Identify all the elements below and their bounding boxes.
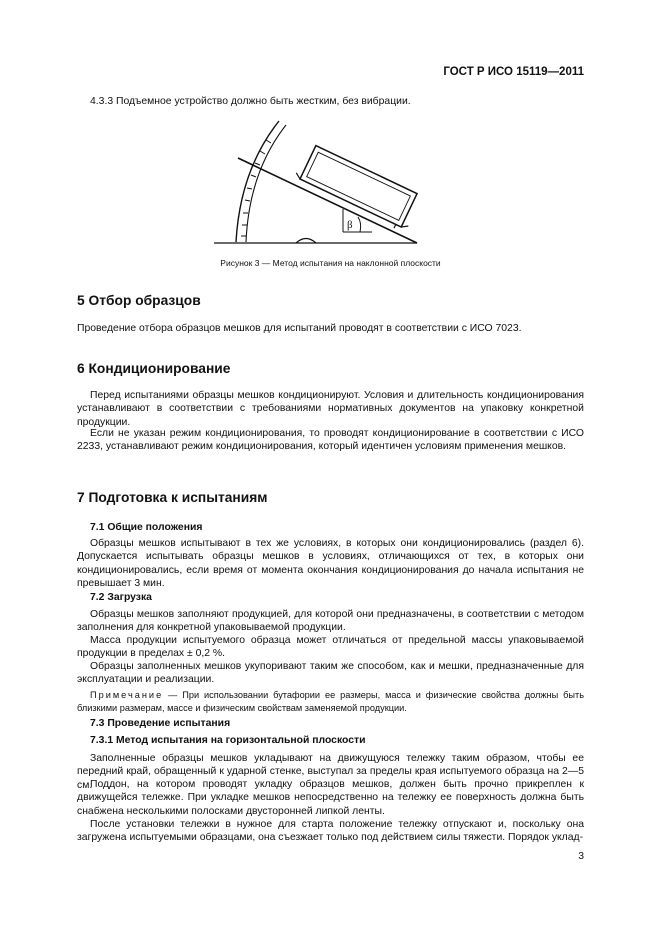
page-number: 3 — [578, 851, 584, 862]
figure-guide-arc-inner — [246, 125, 286, 242]
section-6-paragraph-1: Перед испытаниями образцы мешков кондиционируют. Условия и длительность кондиционирования устанавливают в соответствии с требованиями нормативных документов на упаковку конкретной продукции. — [77, 390, 584, 428]
figure-guide-arc-outer — [236, 121, 279, 242]
section-7-1-paragraph: Образцы мешков испытывают в тех же условиях, в которых они кондиционировались (раздел 6). Допускается испытывать образцы мешков в условиях, отличающихся от тех, в которых они кондиционировались, если время от момента окончания кондиционирования до начала испытания не превышает 3 мин. — [77, 538, 584, 589]
figure-sled-box — [293, 143, 423, 233]
section-7-3-heading: 7.3 Проведение испытания — [90, 718, 231, 729]
section-7-3-1-paragraph-3: После установки тележки в нужное для старта положение тележку отпускают и, поскольку она загружена испытуемыми образцами, она съезжает только под действием силы тяжести. Порядок уклад- — [77, 819, 584, 844]
figure-inclined-plane-line — [238, 158, 417, 243]
section-7-3-1-heading: 7.3.1 Метод испытания на горизонтальной плоскости — [90, 735, 366, 746]
figure-inclined-plane — [0, 0, 661, 280]
section-5-heading: 5 Отбор образцов — [77, 293, 201, 308]
section-5-text: Проведение отбора образцов мешков для испытаний проводят в соответствии с ИСО 7023. — [77, 323, 522, 334]
section-7-1-heading: 7.1 Общие положения — [90, 522, 203, 533]
section-6-paragraph-2: Если не указан режим кондиционирования, то проводят кондиционирование в соответствии с ИСО 2233, устанавливают режим кондиционирования, который идентичен условиям применения мешков. — [77, 428, 584, 453]
figure-angle-arc — [358, 217, 361, 232]
section-7-3-1-paragraph-2: Поддон, на котором проводят укладку образцов мешков, должен быть прочно прикреплен к движущейся тележке. При укладке мешков непосредственно на тележку ее поверхность должна быть снабжена несколькими полосками двусторонней липкой ленты. — [77, 779, 584, 817]
figure-base-arc — [296, 239, 316, 244]
section-7-3-1-paragraph-1: Заполненные образцы мешков укладывают на движущуюся тележку таким образом, чтобы ее передний край, обращенный к ударной стенке, выступал за пределы края испытуемого образца на 2—5 см. — [77, 753, 584, 791]
section-6-heading: 6 Кондиционирование — [77, 361, 231, 376]
section-7-2-paragraph-2: Масса продукции испытуемого образца может отличаться от предельной массы упаковываемой продукции в пределах ± 0,2 %. — [77, 635, 584, 660]
note-text: — При использовании бутафории ее размеры, масса и физические свойства должны быть близкими размерам, массе и физическим свойствам заменяемой продукции. — [77, 690, 584, 713]
section-7-2-paragraph-3: Образцы заполненных мешков укупоривают таким же способом, как и мешки, предназначенные для эксплуатации и реализации. — [77, 661, 584, 686]
document-code-header: ГОСТ Р ИСО 15119—2011 — [443, 66, 584, 78]
figure-caption: Рисунок 3 — Метод испытания на наклонной плоскости — [220, 258, 441, 268]
section-7-heading: 7 Подготовка к испытаниям — [77, 490, 268, 505]
clause-4-3-3: 4.3.3 Подъемное устройство должно быть жестким, без вибрации. — [90, 96, 411, 107]
figure-beta-label: β — [347, 219, 353, 231]
note-label: Примечание — [90, 690, 164, 700]
section-7-2-paragraph-1: Образцы мешков заполняют продукцией, для которой они предназначены, в соответствии с методом заполнения для конкретной упаковываемой продукции. — [77, 609, 584, 634]
section-7-2-heading: 7.2 Загрузка — [90, 592, 152, 603]
section-7-2-note — [77, 689, 584, 714]
